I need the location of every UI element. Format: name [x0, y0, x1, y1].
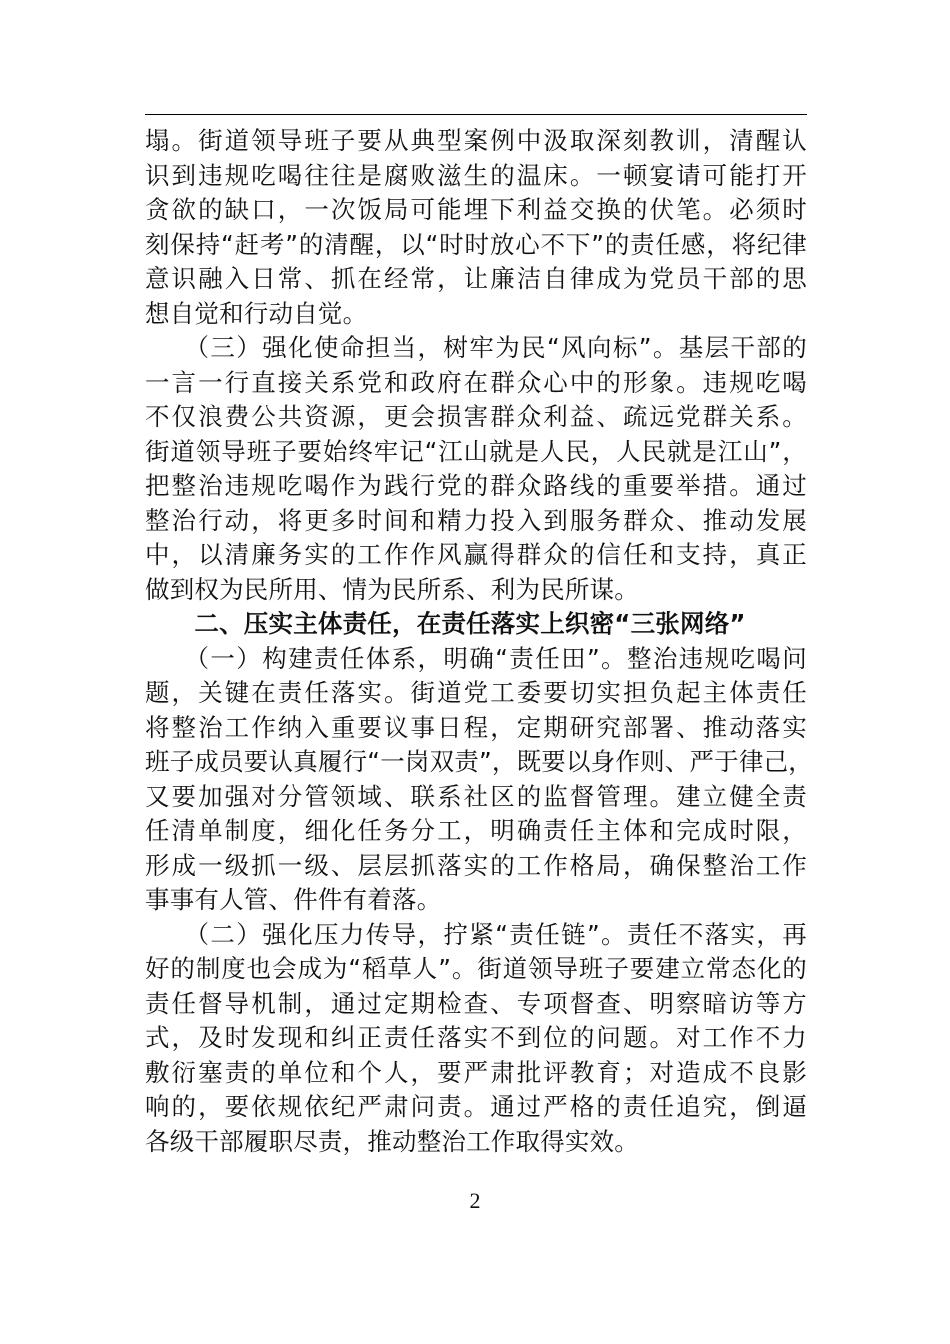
document-body	[145, 124, 813, 1159]
section-title-2: 二、压实主体责任，在责任落实上织密“三张网络”	[145, 609, 746, 638]
subsection-heading-2: （二）强化压力传导，拧紧“责任链”。责任不落实，再	[145, 919, 807, 949]
text-line: 将整治工作纳入重要议事日程，定期研究部署、推动落实	[145, 712, 807, 742]
text-line: 把整治违规吃喝作为践行党的群众路线的重要举措。通过	[145, 471, 807, 500]
text-line: 识到违规吃喝往往是腐败滋生的温床。一顿宴请可能打开	[145, 160, 807, 190]
text-line: 又要加强对分管领域、联系社区的监督管理。建立健全责	[145, 781, 807, 811]
text-line: 题，关键在责任落实。街道党工委要切实担负起主体责任	[145, 678, 807, 707]
header-rule	[145, 114, 807, 115]
text-line: 意识融入日常、抓在经常，让廉洁自律成为党员干部的思	[145, 264, 807, 293]
text-line: 各级干部履职尽责，推动整治工作取得实效。	[145, 1126, 639, 1156]
text-line: 贪欲的缺口，一次饭局可能埋下利益交换的伏笔。必须时	[145, 195, 807, 224]
text-line: 事事有人管、件件有着落。	[145, 885, 442, 914]
text-line: 响的，要依规依纪严肃问责。通过严格的责任追究，倒逼	[145, 1092, 807, 1121]
text-line: 不仅浪费公共资源，更会损害群众利益、疏远党群关系。	[145, 402, 807, 431]
text-line: 式，及时发现和纠正责任落实不到位的问题。对工作不力	[145, 1023, 807, 1052]
text-line: 任清单制度，细化任务分工，明确责任主体和完成时限，	[145, 816, 807, 845]
text-line: 做到权为民所用、情为民所系、利为民所谋。	[145, 574, 639, 604]
text-line: 好的制度也会成为“稻草人”。街道领导班子要建立常态化的	[145, 954, 807, 983]
text-line: 街道领导班子要始终牢记“江山就是人民，人民就是江山”，	[145, 436, 807, 466]
text-line: 想自觉和行动自觉。	[145, 298, 368, 328]
text-line: 形成一级抓一级、层层抓落实的工作格局，确保整治工作	[145, 850, 807, 880]
text-line: 中，以清廉务实的工作作风赢得群众的信任和支持，真正	[145, 540, 807, 569]
section-heading-3: （三）强化使命担当，树牢为民“风向标”。基层干部的	[145, 333, 807, 362]
text-line: 一言一行直接关系党和政府在群众心中的形象。违规吃喝	[145, 367, 807, 397]
text-line: 敷衍塞责的单位和个人，要严肃批评教育；对造成不良影	[145, 1057, 807, 1087]
page-number: 2	[469, 1188, 481, 1213]
subsection-heading-1: （一）构建责任体系，明确“责任田”。整治违规吃喝问	[145, 643, 807, 673]
text-line: 整治行动，将更多时间和精力投入到服务群众、推动发展	[145, 505, 807, 535]
text-line: 责任督导机制，通过定期检查、专项督查、明察暗访等方	[145, 988, 807, 1018]
text-line: 刻保持“赶考”的清醒，以“时时放心不下”的责任感，将纪律	[145, 229, 807, 259]
text-line: 塌。街道领导班子要从典型案例中汲取深刻教训，清醒认	[145, 126, 807, 155]
text-line: 班子成员要认真履行“一岗双责”，既要以身作则、严于律己，	[145, 747, 813, 776]
